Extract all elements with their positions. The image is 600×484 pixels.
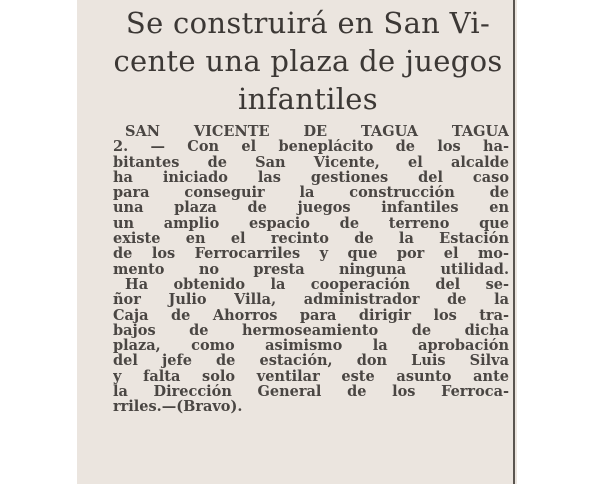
body-line: ñor Julio Villa, administrador de la (113, 292, 509, 308)
body-line: 2. — Con el beneplácito de los ha- (113, 139, 509, 155)
body-line: de los Ferrocarriles y que por el mo- (113, 246, 509, 262)
headline-line: cente una plaza de juegos (113, 44, 503, 78)
headline-line: infantiles (238, 82, 378, 116)
newspaper-clipping (77, 0, 517, 484)
body-line: existe en el recinto de la Estación (113, 231, 509, 247)
column-rule (513, 0, 515, 484)
headline (107, 4, 509, 118)
body-line: rriles.—(Bravo). (113, 399, 243, 415)
body-line: bitantes de San Vicente, el alcalde (113, 154, 509, 170)
body-line: una plaza de juegos infantiles en (113, 200, 509, 216)
body-line: ha iniciado las gestiones del caso (113, 169, 509, 186)
headline-line: Se construirá en San Vi- (125, 6, 491, 40)
dateline: SAN VICENTE DE TAGUA TAGUA (125, 124, 509, 140)
body-line: y falta solo ventilar este asunto ante (113, 368, 509, 385)
body-line: mento no presta ninguna utilidad. (113, 261, 509, 277)
body-line: plaza, como asimismo la aprobación (113, 338, 509, 354)
body-line: un amplio espacio de terreno que (113, 215, 509, 232)
body-line: Caja de Ahorros para dirigir los tra- (113, 307, 509, 323)
article-body (113, 124, 509, 415)
body-line: la Dirección General de los Ferroca- (113, 384, 509, 400)
body-line: bajos de hermoseamiento de dicha (113, 322, 509, 339)
body-line: para conseguir la construcción de (113, 185, 509, 201)
body-line: del jefe de estación, don Luis Silva (113, 353, 509, 369)
body-line: Ha obtenido la cooperación del se- (125, 276, 509, 293)
